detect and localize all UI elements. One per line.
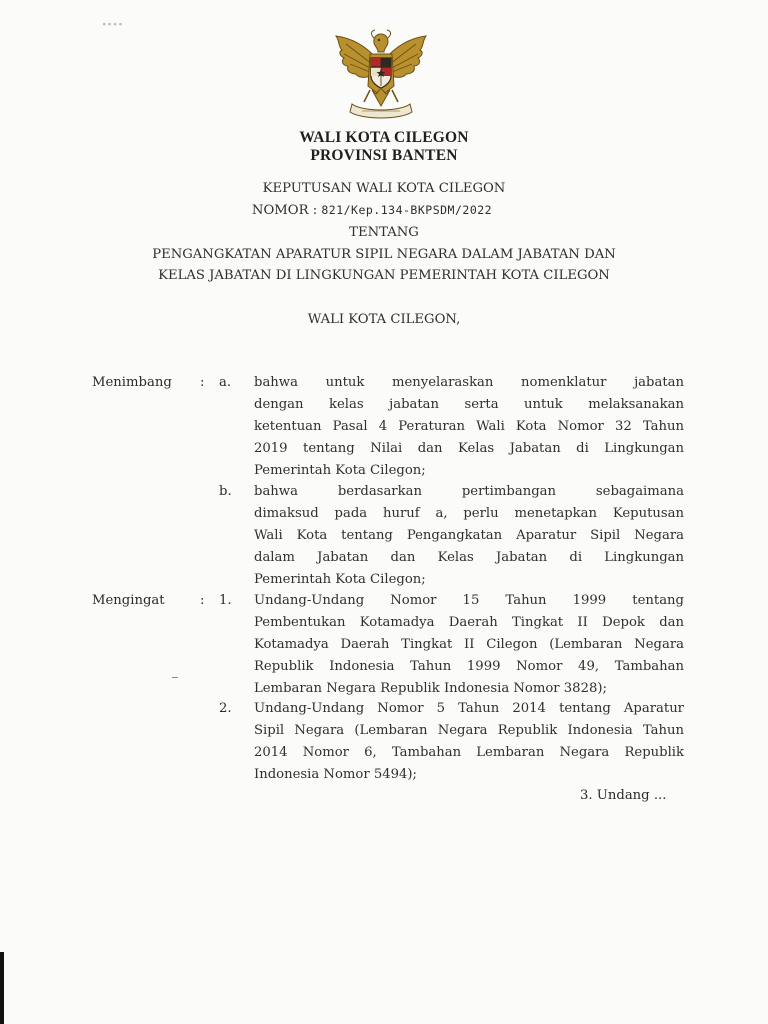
paragraph-line: Undang-Undang Nomor 5 Tahun 2014 tentang Aparatur	[254, 701, 684, 716]
consideration-b	[254, 481, 684, 591]
decree-heading: KEPUTUSAN WALI KOTA CILEGON	[262, 181, 506, 196]
paragraph-line: Pemerintah Kota Cilegon;	[254, 463, 426, 478]
paragraph-line: dengan kelas jabatan serta untuk melaksanakan	[254, 397, 684, 412]
scan-artifact: ∙∙∙∙	[102, 20, 124, 30]
issuer-title: WALI KOTA CILEGON	[299, 129, 469, 146]
paragraph-line: Republik Indonesia Tahun 1999 Nomor 49, Tambahan	[254, 659, 684, 674]
item-marker: 2.	[219, 701, 232, 716]
province-title: PROVINSI BANTEN	[310, 147, 458, 164]
section-label-mengingat: Mengingat	[92, 593, 165, 608]
item-marker: b.	[219, 484, 232, 499]
legal-basis-2	[254, 698, 684, 786]
continuation-marker: 3. Undang ...	[580, 788, 667, 803]
decree-number	[0, 203, 756, 218]
garuda-pancasila-emblem-icon	[326, 26, 436, 122]
paragraph-line: dimaksud pada huruf a, perlu menetapkan Keputusan	[254, 506, 684, 521]
scan-speck	[172, 677, 178, 678]
section-label-menimbang: Menimbang	[92, 375, 172, 390]
paragraph-line: bahwa berdasarkan pertimbangan sebagaimana	[254, 484, 684, 499]
paragraph-line: Pemerintah Kota Cilegon;	[254, 572, 426, 587]
paragraph-line: bahwa untuk menyelaraskan nomenklatur jabatan	[254, 375, 684, 390]
paragraph-line: Wali Kota tentang Pengangkatan Aparatur Sipil Negara	[254, 528, 684, 543]
scan-edge-bar	[0, 952, 4, 1024]
decree-issuer: WALI KOTA CILEGON,	[307, 312, 461, 327]
paragraph-line: 2019 tentang Nilai dan Kelas Jabatan di Lingkungan	[254, 441, 684, 456]
consideration-a	[254, 372, 684, 482]
paragraph-line: Kotamadya Daerah Tingkat II Cilegon (Lembaran Negara	[254, 637, 684, 652]
paragraph-line: Sipil Negara (Lembaran Negara Republik Indonesia Tahun	[254, 723, 684, 738]
legal-basis-1	[254, 590, 684, 700]
decree-subject-line-1: PENGANGKATAN APARATUR SIPIL NEGARA DALAM JABATAN DAN	[152, 247, 616, 262]
decree-number-label: NOMOR :	[251, 203, 318, 218]
paragraph-line: Indonesia Nomor 5494);	[254, 767, 417, 782]
paragraph-line: Lembaran Negara Republik Indonesia Nomor 3828);	[254, 681, 607, 696]
item-marker: 1.	[219, 593, 232, 608]
paragraph-line: Pembentukan Kotamadya Daerah Tingkat II Depok dan	[254, 615, 684, 630]
paragraph-line: ketentuan Pasal 4 Peraturan Wali Kota Nomor 32 Tahun	[254, 419, 684, 434]
decree-number-value: 821/Kep.134-BKPSDM/2022	[321, 203, 493, 217]
paragraph-line: Undang-Undang Nomor 15 Tahun 1999 tentang	[254, 593, 684, 608]
item-marker: a.	[219, 375, 232, 390]
decree-subject-line-2: KELAS JABATAN DI LINGKUNGAN PEMERINTAH KOTA CILEGON	[158, 268, 610, 283]
paragraph-line: 2014 Nomor 6, Tambahan Lembaran Negara Republik	[254, 745, 684, 760]
section-colon: :	[200, 593, 205, 608]
section-colon: :	[200, 375, 205, 390]
decree-about: TENTANG	[349, 225, 419, 240]
paragraph-line: dalam Jabatan dan Kelas Jabatan di Lingkungan	[254, 550, 684, 565]
